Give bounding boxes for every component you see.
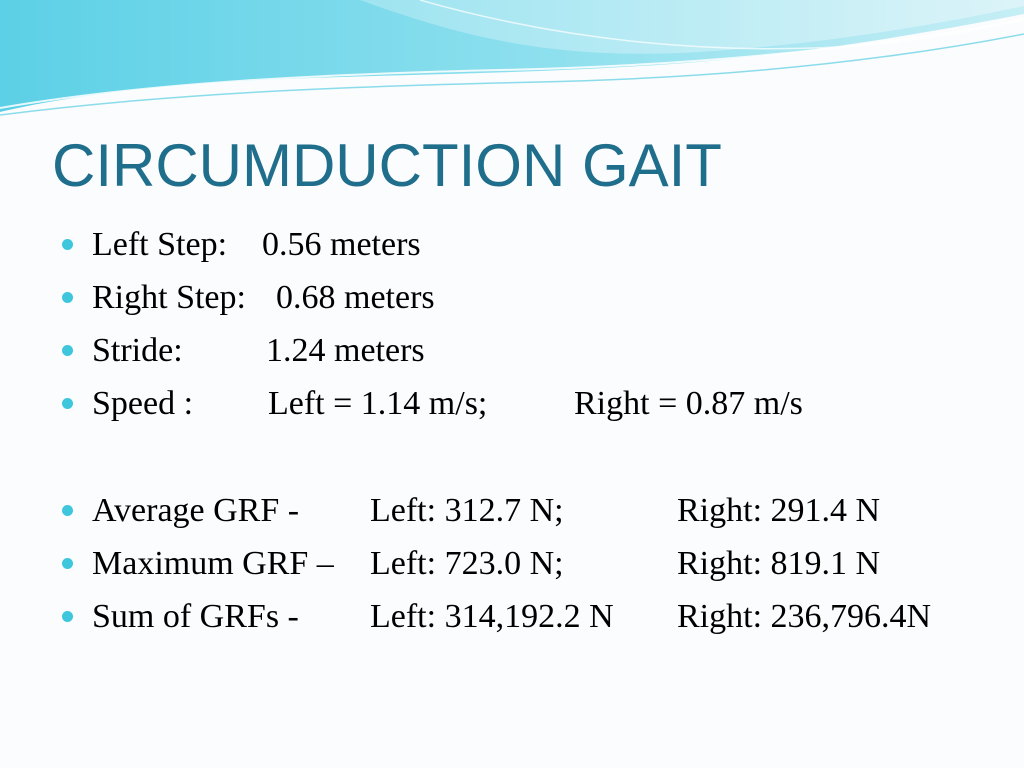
bullet-dot-icon [62,345,73,356]
bullet-right-value: Right: 291.4 N [677,492,881,529]
bullet-left-value: Left = 1.14 m/s; [268,385,488,422]
bullet-right-value: Right: 236,796.4N [677,598,932,635]
bullet-value: 0.56 meters [262,226,421,263]
bullet-label: Speed : [92,385,194,422]
bullet-left-value: Left: 312.7 N; [370,492,564,529]
slide-title: CIRCUMDUCTION GAIT [52,132,722,199]
bullet-right-value: Right = 0.87 m/s [574,385,803,422]
bullet-label: Average GRF - [92,492,300,529]
bullet-label: Maximum GRF – [92,545,334,582]
bullet-label: Right Step: [92,279,246,316]
bullet-label: Left Step: [92,226,228,263]
bullet-right-value: Right: 819.1 N [677,545,881,582]
bullet-dot-icon [62,398,73,409]
bullet-left-value: Left: 723.0 N; [370,545,564,582]
bullet-value: 0.68 meters [276,279,435,316]
bullet-dot-icon [62,292,73,303]
bullet-value: 1.24 meters [266,332,425,369]
bullet-label: Stride: [92,332,183,369]
bullet-dot-icon [62,558,73,569]
bullet-dot-icon [62,239,73,250]
bullet-dot-icon [62,505,73,516]
bullet-label: Sum of GRFs - [92,598,299,635]
bullet-dot-icon [62,611,73,622]
bullet-left-value: Left: 314,192.2 N [370,598,614,635]
header-wave-decoration [0,0,1024,120]
